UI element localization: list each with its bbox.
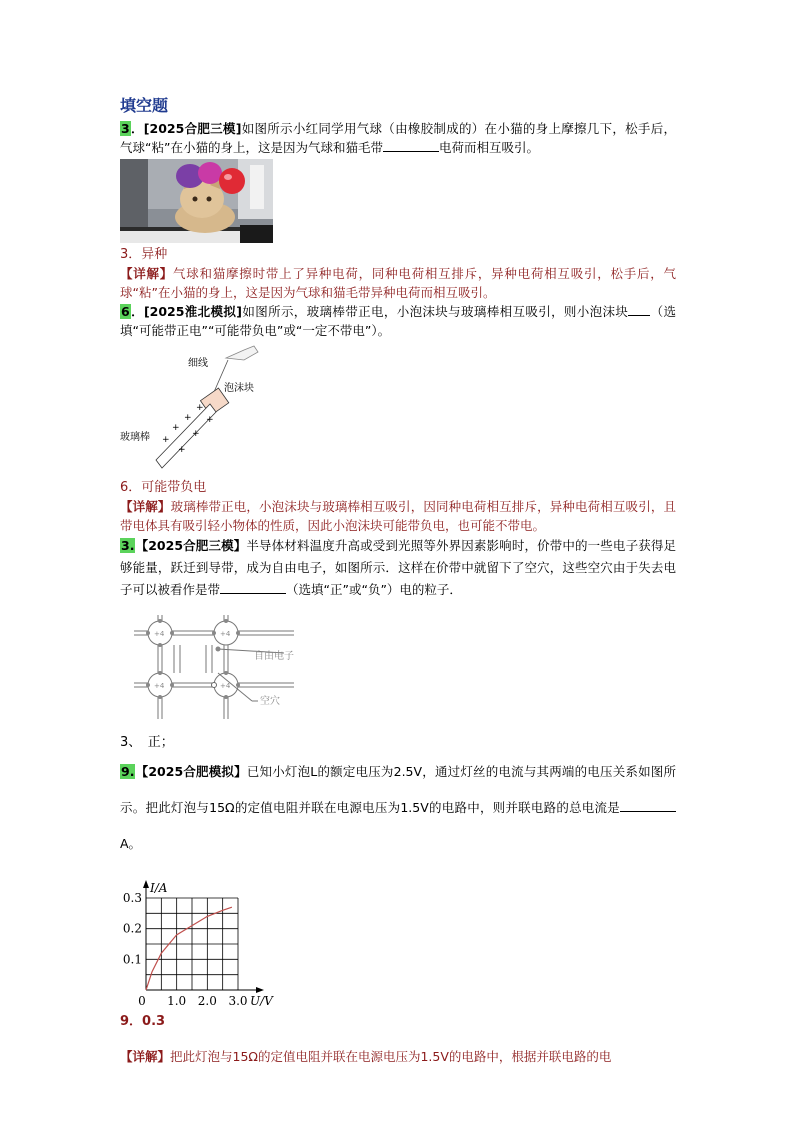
hole-label: 空穴 xyxy=(260,696,280,707)
section-title: 填空题 xyxy=(120,96,169,115)
explanation-1: 【详解】气球和猫摩擦时带上了异种电荷，同种电荷相互排斥，异种电荷相互吸引，松手后，气球“粘”在小猫的身上，这是因为气球和猫毛带异种电荷而相互吸引。 xyxy=(120,266,676,300)
chart-grid xyxy=(146,898,238,990)
explanation-4: 【详解】把此灯泡与15Ω的定值电阻并联在电源电压为1.5V的电路中，根据并联电路的电 xyxy=(120,1049,612,1064)
answer-blank[interactable] xyxy=(383,139,439,152)
answer-1: 3．异种 xyxy=(120,247,168,262)
question-number: 6 xyxy=(121,304,130,319)
question-number: 3. xyxy=(121,538,135,553)
svg-text:+4: +4 xyxy=(220,630,231,638)
x-axis-arrow xyxy=(256,987,264,993)
question-2: 6．[2025淮北模拟]如图所示，玻璃棒带正电，小泡沫块与玻璃棒相互吸引，则小泡沫块 （选填“可能带正电”“可能带负电”或“一定不带电”）。 xyxy=(120,304,676,338)
question-4: 9.【2025合肥模拟】已知小灯泡L的额定电压为2.5V，通过灯丝的电流与其两端的电压关系如图所示。把此灯泡与15Ω的定值电阻并联在电源电压为1.5V的电路中，则并联电路的总电流是A。 xyxy=(120,764,676,851)
question-source: [2025合肥三模] xyxy=(143,121,242,136)
answer-4: 9．0.3 xyxy=(120,1014,166,1029)
free-electron-label: 自由电子 xyxy=(254,651,294,662)
iv-curve-chart xyxy=(120,868,290,1008)
question-number: 9. xyxy=(121,764,135,779)
x-tick-label: 3.0 xyxy=(228,994,248,1008)
cat-balloon-photo xyxy=(120,159,273,243)
x-axis-label: U/V xyxy=(250,994,273,1008)
svg-text:+: + xyxy=(178,445,186,455)
y-axis-label: I/A xyxy=(150,881,168,895)
svg-text:+4: +4 xyxy=(154,630,165,638)
svg-text:+: + xyxy=(192,429,200,439)
answer-2: 6．可能带负电 xyxy=(120,480,207,495)
y-tick-label: 0.1 xyxy=(122,952,142,967)
question-3: 3.【2025合肥三模】半导体材料温度升高或受到光照等外界因素影响时，价带中的一些电子获得足够能量，跃迁到导带，成为自由电子，如图所示．这样在价带中就留下了空穴，这些空穴由于失去电子可以被看作是带 （选填“正”或“负”）电的粒子． xyxy=(120,538,676,597)
explanation-2: 【详解】玻璃棒带正电，小泡沫块与玻璃棒相互吸引，因同种电荷相互排斥，异种电荷相互吸引，且带电体具有吸引轻小物体的性质，因此小泡沫块可能带负电，也可能不带电。 xyxy=(120,499,676,533)
answer-3: 3、 正； xyxy=(120,735,174,750)
svg-text:+: + xyxy=(206,415,214,425)
x-tick-label: 1.0 xyxy=(167,994,187,1008)
chart-series xyxy=(146,907,232,990)
foam-label: 泡沫块 xyxy=(224,383,254,394)
question-source: 【2025合肥三模】 xyxy=(135,538,247,553)
glass-rod-foam-figure xyxy=(120,344,300,476)
rod-label: 玻璃棒 xyxy=(120,432,150,443)
y-tick-label: 0.3 xyxy=(122,891,142,905)
answer-blank[interactable] xyxy=(220,581,286,594)
iv-curve-line xyxy=(146,907,232,990)
question-1: 3．[2025合肥三模]如图所示小红同学用气球（由橡胶制成的）在小猫的身上摩擦几下，松手后，气球“粘”在小猫的身上，这是因为气球和猫毛带 电荷而相互吸引。 xyxy=(120,121,676,155)
svg-text:+: + xyxy=(184,413,192,423)
svg-text:+4: +4 xyxy=(220,682,231,690)
x-tick-label: 2.0 xyxy=(197,994,217,1008)
worksheet-page xyxy=(120,96,676,1066)
answer-blank[interactable] xyxy=(620,799,676,812)
svg-text:+: + xyxy=(196,403,204,413)
question-source: 【2025合肥模拟】 xyxy=(135,764,247,779)
thread-label: 细线 xyxy=(188,358,208,369)
semiconductor-lattice-figure xyxy=(134,615,334,719)
y-axis-arrow xyxy=(143,880,149,888)
question-number: 3 xyxy=(121,121,130,136)
question-source: [2025淮北模拟] xyxy=(143,304,242,319)
x-tick-label: 0 xyxy=(138,994,146,1008)
svg-text:+4: +4 xyxy=(154,682,165,690)
answer-blank[interactable] xyxy=(628,303,650,316)
y-tick-label: 0.2 xyxy=(122,921,142,936)
svg-text:+: + xyxy=(172,423,180,433)
svg-text:+: + xyxy=(162,435,170,445)
